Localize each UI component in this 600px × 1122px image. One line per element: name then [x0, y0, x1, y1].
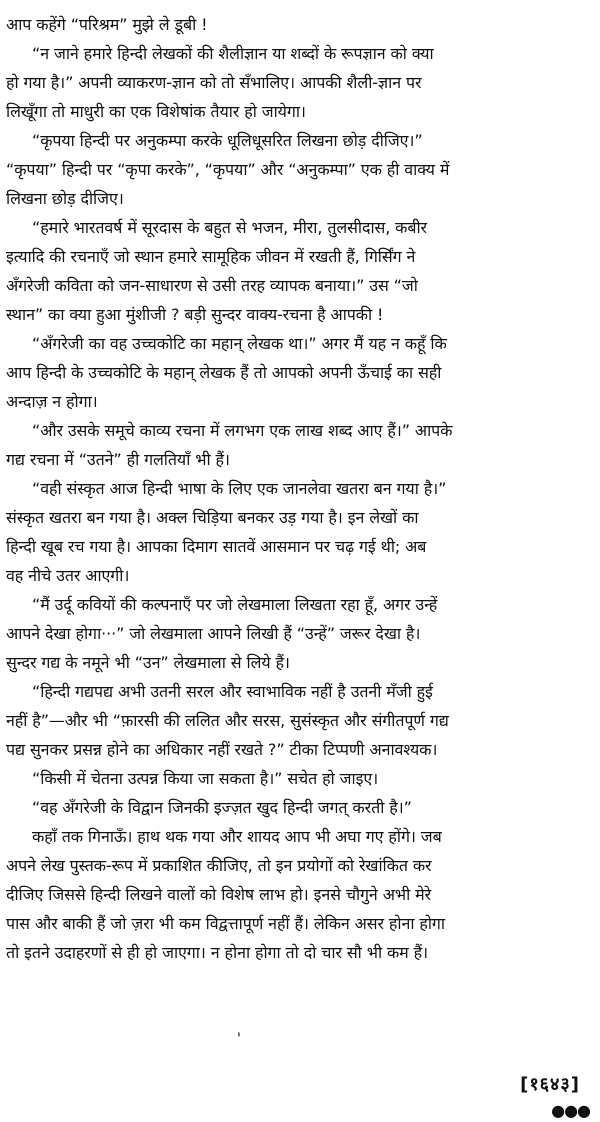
text-line: “अँगरेजी का वह उच्चकोटि का महान् लेखक था।” अगर मैं यह न कहूँ कि: [32, 334, 447, 353]
text-line: अन्दाज़ न होगा।: [6, 392, 98, 411]
text-line: पास और बाकी हैं जो ज़रा भी कम विद्वत्तापूर्ण नहीं हैं। लेकिन असर होना होगा: [6, 914, 445, 933]
text-body: [6, 10, 590, 967]
text-line: हिन्दी खूब रच गया है। आपका दिमाग सातवें आसमान पर चढ़ गई थी; अब: [6, 537, 427, 556]
text-line: वह नीचे उतर आएगी।: [6, 566, 130, 585]
text-line: इत्यादि की रचनाएँ जो स्थान हमारे सामूहिक जीवन में रखती हैं, गिर्सिंग ने: [6, 247, 416, 266]
text-line: “हिन्दी गद्यपद्य अभी उतनी सरल और स्वाभाविक नहीं है उतनी मँजी हुई: [32, 682, 433, 701]
text-line: गद्य रचना में “उतने” ही गलतियाँ भी हैं।: [6, 450, 230, 469]
stray-mark: ': [237, 1031, 241, 1047]
text-line: “हमारे भारतवर्ष में सूरदास के बहुत से भजन, मीरा, तुलसीदास, कबीर: [32, 218, 427, 237]
text-line: अपने लेख पुस्तक-रूप में प्रकाशित कीजिए, तो इन प्रयोगों को रेखांकित कर: [6, 856, 432, 875]
text-line: आप कहेंगे “परिश्रम” मुझे ले डूबी !: [6, 15, 208, 34]
text-line: हो गया है।” अपनी व्याकरण-ज्ञान को तो सँभालिए। आपकी शैली-ज्ञान पर: [6, 73, 422, 92]
text-line: “किसी में चेतना उत्पन्न किया जा सकता है।” सचेत हो जाइए।: [32, 769, 379, 788]
text-line: नहीं है”—और भी “फ़ारसी की ललित और सरस, सुसंस्कृत और संगीतपूर्ण गद्य: [6, 711, 449, 730]
text-line: दीजिए जिससे हिन्दी लिखने वालों को विशेष लाभ हो। इनसे चौगुने अभी मेरे: [6, 885, 432, 904]
text-line: “वही संस्कृत आज हिन्दी भाषा के लिए एक जानलेवा खतरा बन गया है।”: [32, 479, 447, 498]
text-line: तो इतने उदाहरणों से ही हो जाएगा। न होना होगा तो दो चार सौ भी कम हैं।: [6, 943, 428, 962]
text-line: “न जाने हमारे हिन्दी लेखकों की शैलीज्ञान या शब्दों के रूपज्ञान को क्या: [32, 44, 434, 63]
text-line: “कृपया” हिन्दी पर “कृपा करके”, “कृपया” और “अनुकम्पा” एक ही वाक्य में: [6, 160, 450, 179]
continuation-dots: ●●●: [551, 1101, 590, 1120]
text-line: “वह अँगरेजी के विद्वान जिनकी इज्ज़त खुद हिन्दी जगत् करती है।”: [32, 798, 412, 817]
text-line: “और उसके समूचे काव्य रचना में लगभग एक लाख शब्द आए हैं।” आपके: [32, 421, 453, 440]
text-line: अँगरेजी कविता को जन-साधारण से उसी तरह व्यापक बनाया।” उस “जो: [6, 276, 418, 295]
text-line: आपने देखा होगा···” जो लेखमाला आपने लिखी हैं “उन्हें” जरूर देखा है।: [6, 624, 421, 643]
text-line: कहाँ तक गिनाऊँ। हाथ थक गया और शायद आप भी अघा गए होंगे। जब: [32, 827, 442, 846]
text-line: लिखूँगा तो माधुरी का एक विशेषांक तैयार हो जायेगा।: [6, 102, 306, 121]
text-line: लिखना छोड़ दीजिए।: [6, 189, 124, 208]
text-line: पद्य सुनकर प्रसन्न होने का अधिकार नहीं रखते ?” टीका टिप्पणी अनावश्यक।: [6, 740, 438, 759]
text-line: “कृपया हिन्दी पर अनुकम्पा करके धूलिधूसरित लिखना छोड़ दीजिए।”: [32, 131, 423, 150]
text-line: सुन्दर गद्य के नमूने भी “उन” लेखमाला से लिये हैं।: [6, 653, 290, 672]
text-line: स्थान” का क्या हुआ मुंशीजी ? बड़ी सुन्दर वाक्य-रचना है आपकी !: [6, 305, 384, 324]
text-line: आप हिन्दी के उच्चकोटि के महान् लेखक हैं तो आपको अपनी ऊँचाई का सही: [6, 363, 442, 382]
page-number: [१६४३]: [520, 1074, 580, 1095]
text-line: “मैं उर्दू कवियों की कल्पनाएँ पर जो लेखमाला लिखता रहा हूँ, अगर उन्हें: [32, 595, 438, 614]
text-line: संस्कृत खतरा बन गया है। अक्ल चिड़िया बनकर उड़ गया है। इन लेखों का: [6, 508, 419, 527]
